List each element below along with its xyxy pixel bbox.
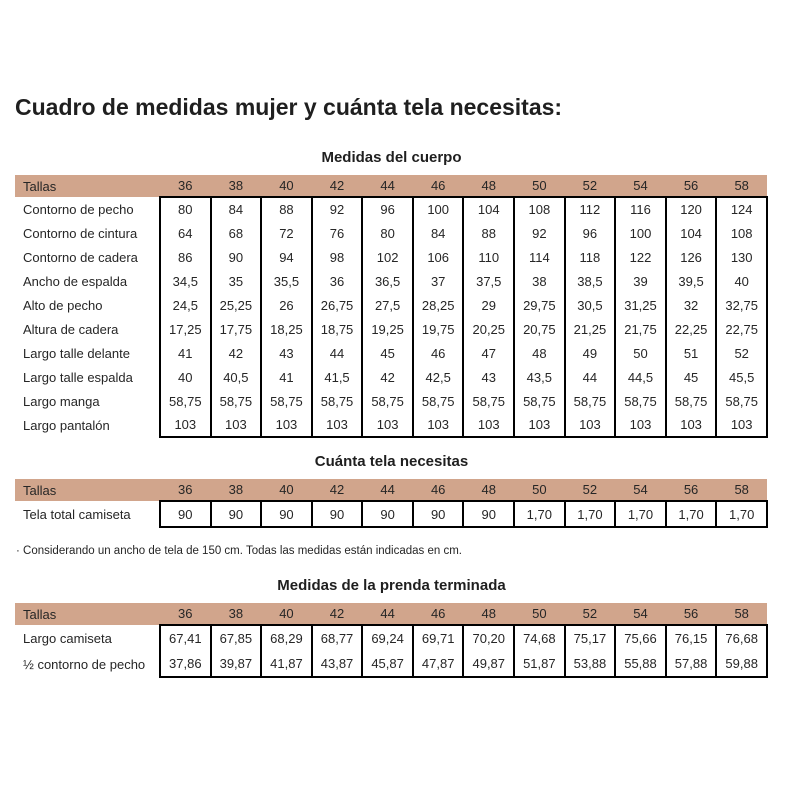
table-row xyxy=(15,341,767,365)
value-cell: 58,75 xyxy=(413,389,464,413)
value-cell: 58,75 xyxy=(615,389,666,413)
value-cell: 103 xyxy=(261,413,312,437)
value-cell: 58,75 xyxy=(565,389,616,413)
value-cell: 52 xyxy=(716,341,767,365)
size-header-cell: 56 xyxy=(666,603,717,625)
size-header-cell: 48 xyxy=(463,479,514,501)
value-cell: 76,15 xyxy=(666,625,717,651)
value-cell: 103 xyxy=(160,413,211,437)
row-label: Largo camiseta xyxy=(23,630,112,646)
value-cell: 75,17 xyxy=(565,625,616,651)
table-header-row xyxy=(15,175,767,197)
size-header-cell: 46 xyxy=(413,175,464,197)
value-cell: 100 xyxy=(413,197,464,221)
value-cell: 21,25 xyxy=(565,317,616,341)
value-cell: 32,75 xyxy=(716,293,767,317)
table-row xyxy=(15,389,767,413)
row-label: Altura de cadera xyxy=(23,321,119,337)
table-row xyxy=(15,501,767,527)
value-cell: 112 xyxy=(565,197,616,221)
value-cell: 19,25 xyxy=(362,317,413,341)
value-cell: 57,88 xyxy=(666,651,717,677)
value-cell: 110 xyxy=(463,245,514,269)
value-cell: 96 xyxy=(362,197,413,221)
value-cell: 38,5 xyxy=(565,269,616,293)
value-cell: 90 xyxy=(211,245,262,269)
value-cell: 24,5 xyxy=(160,293,211,317)
value-cell: 108 xyxy=(514,197,565,221)
size-header-cell: 42 xyxy=(312,603,363,625)
value-cell: 42,5 xyxy=(413,365,464,389)
value-cell: 46 xyxy=(413,341,464,365)
size-header-cell: 54 xyxy=(615,175,666,197)
size-header-cell: 54 xyxy=(615,479,666,501)
value-cell: 40,5 xyxy=(211,365,262,389)
value-cell: 18,75 xyxy=(312,317,363,341)
value-cell: 100 xyxy=(615,221,666,245)
value-cell: 72 xyxy=(261,221,312,245)
value-cell: 58,75 xyxy=(666,389,717,413)
value-cell: 37,5 xyxy=(463,269,514,293)
value-cell: 40 xyxy=(716,269,767,293)
value-cell: 75,66 xyxy=(615,625,666,651)
size-header-cell: 48 xyxy=(463,603,514,625)
size-header-cell: 42 xyxy=(312,479,363,501)
finished-garment-table xyxy=(15,603,768,678)
value-cell: 90 xyxy=(463,501,514,527)
size-header-cell: 56 xyxy=(666,479,717,501)
value-cell: 58,75 xyxy=(362,389,413,413)
table-row xyxy=(15,269,767,293)
size-header-cell: 38 xyxy=(211,175,262,197)
value-cell: 122 xyxy=(615,245,666,269)
table-row xyxy=(15,293,767,317)
size-header-cell: 52 xyxy=(565,603,616,625)
page-title: Cuadro de medidas mujer y cuánta tela necesitas: xyxy=(15,94,563,120)
value-cell: 90 xyxy=(211,501,262,527)
value-cell: 53,88 xyxy=(565,651,616,677)
value-cell: 20,75 xyxy=(514,317,565,341)
size-header-cell: 44 xyxy=(362,479,413,501)
value-cell: 126 xyxy=(666,245,717,269)
value-cell: 47,87 xyxy=(413,651,464,677)
value-cell: 39,87 xyxy=(211,651,262,677)
value-cell: 50 xyxy=(615,341,666,365)
row-label: Largo manga xyxy=(23,393,100,409)
value-cell: 84 xyxy=(413,221,464,245)
value-cell: 36,5 xyxy=(362,269,413,293)
value-cell: 45 xyxy=(362,341,413,365)
value-cell: 32 xyxy=(666,293,717,317)
value-cell: 31,25 xyxy=(615,293,666,317)
table-header-row xyxy=(15,479,767,501)
value-cell: 17,75 xyxy=(211,317,262,341)
size-header-cell: 58 xyxy=(716,603,767,625)
value-cell: 76,68 xyxy=(716,625,767,651)
value-cell: 42 xyxy=(211,341,262,365)
value-cell: 88 xyxy=(463,221,514,245)
value-cell: 37 xyxy=(413,269,464,293)
value-cell: 58,75 xyxy=(514,389,565,413)
value-cell: 90 xyxy=(160,501,211,527)
value-cell: 103 xyxy=(312,413,363,437)
size-header-cell: 54 xyxy=(615,603,666,625)
value-cell: 86 xyxy=(160,245,211,269)
value-cell: 47 xyxy=(463,341,514,365)
value-cell: 74,68 xyxy=(514,625,565,651)
value-cell: 34,5 xyxy=(160,269,211,293)
fabric-needed-table xyxy=(15,479,768,528)
value-cell: 41,5 xyxy=(312,365,363,389)
value-cell: 103 xyxy=(666,413,717,437)
value-cell: 44 xyxy=(312,341,363,365)
footnote: · Considerando un ancho de tela de 150 cm. Todas las medidas están indicadas en cm. xyxy=(16,545,463,558)
value-cell: 103 xyxy=(565,413,616,437)
value-cell: 43 xyxy=(261,341,312,365)
size-header-cell: 42 xyxy=(312,175,363,197)
value-cell: 51 xyxy=(666,341,717,365)
value-cell: 25,25 xyxy=(211,293,262,317)
value-cell: 37,86 xyxy=(160,651,211,677)
size-header-cell: 50 xyxy=(514,603,565,625)
row-label: Tela total camiseta xyxy=(23,506,131,522)
size-header-cell: 50 xyxy=(514,175,565,197)
value-cell: 28,25 xyxy=(413,293,464,317)
size-header-cell: 46 xyxy=(413,479,464,501)
value-cell: 98 xyxy=(312,245,363,269)
size-header-cell: 50 xyxy=(514,479,565,501)
value-cell: 90 xyxy=(413,501,464,527)
value-cell: 102 xyxy=(362,245,413,269)
size-header-cell: 38 xyxy=(211,603,262,625)
value-cell: 41 xyxy=(261,365,312,389)
value-cell: 118 xyxy=(565,245,616,269)
row-label: Largo pantalón xyxy=(23,417,110,433)
size-header-cell: 48 xyxy=(463,175,514,197)
value-cell: 22,75 xyxy=(716,317,767,341)
table-header-row xyxy=(15,603,767,625)
value-cell: 30,5 xyxy=(565,293,616,317)
value-cell: 49 xyxy=(565,341,616,365)
value-cell: 80 xyxy=(362,221,413,245)
value-cell: 68,77 xyxy=(312,625,363,651)
value-cell: 80 xyxy=(160,197,211,221)
value-cell: 94 xyxy=(261,245,312,269)
value-cell: 59,88 xyxy=(716,651,767,677)
value-cell: 90 xyxy=(362,501,413,527)
size-header-cell: 58 xyxy=(716,175,767,197)
value-cell: 69,71 xyxy=(413,625,464,651)
value-cell: 48 xyxy=(514,341,565,365)
value-cell: 58,75 xyxy=(211,389,262,413)
size-header-cell: 56 xyxy=(666,175,717,197)
value-cell: 58,75 xyxy=(312,389,363,413)
section-prenda-terminada xyxy=(0,577,800,678)
value-cell: 124 xyxy=(716,197,767,221)
row-label: Largo talle espalda xyxy=(23,369,133,385)
size-header-cell: 36 xyxy=(160,603,211,625)
value-cell: 39 xyxy=(615,269,666,293)
value-cell: 39,5 xyxy=(666,269,717,293)
value-cell: 43 xyxy=(463,365,514,389)
value-cell: 103 xyxy=(463,413,514,437)
value-cell: 103 xyxy=(211,413,262,437)
table-row xyxy=(15,245,767,269)
section-medidas-del-cuerpo xyxy=(0,149,800,438)
size-header-cell: 40 xyxy=(261,603,312,625)
table-title-medidas-del-cuerpo: Medidas del cuerpo xyxy=(321,149,462,167)
value-cell: 58,75 xyxy=(160,389,211,413)
value-cell: 43,5 xyxy=(514,365,565,389)
value-cell: 67,41 xyxy=(160,625,211,651)
row-label: Contorno de cadera xyxy=(23,249,138,265)
value-cell: 103 xyxy=(413,413,464,437)
table-row xyxy=(15,651,767,677)
value-cell: 114 xyxy=(514,245,565,269)
value-cell: 76 xyxy=(312,221,363,245)
value-cell: 68 xyxy=(211,221,262,245)
value-cell: 19,75 xyxy=(413,317,464,341)
value-cell: 58,75 xyxy=(261,389,312,413)
row-label: Contorno de cintura xyxy=(23,225,138,241)
value-cell: 108 xyxy=(716,221,767,245)
table-title-cuanta-tela: Cuánta tela necesitas xyxy=(314,453,469,471)
table-row xyxy=(15,317,767,341)
value-cell: 41,87 xyxy=(261,651,312,677)
row-label: Largo talle delante xyxy=(23,345,130,361)
value-cell: 35 xyxy=(211,269,262,293)
value-cell: 68,29 xyxy=(261,625,312,651)
value-cell: 64 xyxy=(160,221,211,245)
value-cell: 35,5 xyxy=(261,269,312,293)
size-header-cell: 52 xyxy=(565,479,616,501)
tallas-header-cell: Tallas xyxy=(15,175,160,197)
value-cell: 45,5 xyxy=(716,365,767,389)
size-header-cell: 40 xyxy=(261,479,312,501)
value-cell: 92 xyxy=(514,221,565,245)
value-cell: 40 xyxy=(160,365,211,389)
size-header-cell: 52 xyxy=(565,175,616,197)
row-label: Ancho de espalda xyxy=(23,273,128,289)
value-cell: 103 xyxy=(716,413,767,437)
value-cell: 29,75 xyxy=(514,293,565,317)
value-cell: 18,25 xyxy=(261,317,312,341)
value-cell: 120 xyxy=(666,197,717,221)
value-cell: 45 xyxy=(666,365,717,389)
size-header-cell: 36 xyxy=(160,479,211,501)
size-header-cell: 36 xyxy=(160,175,211,197)
size-header-cell: 40 xyxy=(261,175,312,197)
value-cell: 69,24 xyxy=(362,625,413,651)
value-cell: 21,75 xyxy=(615,317,666,341)
value-cell: 1,70 xyxy=(666,501,717,527)
value-cell: 22,25 xyxy=(666,317,717,341)
size-header-cell: 38 xyxy=(211,479,262,501)
row-label: ½ contorno de pecho xyxy=(23,656,146,672)
row-label: Alto de pecho xyxy=(23,297,103,313)
value-cell: 1,70 xyxy=(565,501,616,527)
table-row xyxy=(15,625,767,651)
value-cell: 42 xyxy=(362,365,413,389)
size-header-cell: 46 xyxy=(413,603,464,625)
table-title-prenda-terminada: Medidas de la prenda terminada xyxy=(277,577,506,595)
size-header-cell: 58 xyxy=(716,479,767,501)
value-cell: 88 xyxy=(261,197,312,221)
value-cell: 103 xyxy=(615,413,666,437)
tallas-header-cell: Tallas xyxy=(15,479,160,501)
value-cell: 96 xyxy=(565,221,616,245)
value-cell: 103 xyxy=(362,413,413,437)
table-row xyxy=(15,197,767,221)
value-cell: 67,85 xyxy=(211,625,262,651)
size-header-cell: 44 xyxy=(362,603,413,625)
value-cell: 27,5 xyxy=(362,293,413,317)
value-cell: 130 xyxy=(716,245,767,269)
value-cell: 26 xyxy=(261,293,312,317)
value-cell: 1,70 xyxy=(514,501,565,527)
value-cell: 36 xyxy=(312,269,363,293)
value-cell: 29 xyxy=(463,293,514,317)
value-cell: 106 xyxy=(413,245,464,269)
value-cell: 92 xyxy=(312,197,363,221)
value-cell: 44,5 xyxy=(615,365,666,389)
table-row xyxy=(15,365,767,389)
value-cell: 104 xyxy=(666,221,717,245)
value-cell: 17,25 xyxy=(160,317,211,341)
value-cell: 41 xyxy=(160,341,211,365)
value-cell: 1,70 xyxy=(615,501,666,527)
value-cell: 58,75 xyxy=(716,389,767,413)
body-measurements-table xyxy=(15,175,768,438)
value-cell: 49,87 xyxy=(463,651,514,677)
value-cell: 1,70 xyxy=(716,501,767,527)
value-cell: 104 xyxy=(463,197,514,221)
value-cell: 90 xyxy=(312,501,363,527)
row-label: Contorno de pecho xyxy=(23,201,134,217)
value-cell: 43,87 xyxy=(312,651,363,677)
value-cell: 58,75 xyxy=(463,389,514,413)
value-cell: 103 xyxy=(514,413,565,437)
table-row xyxy=(15,413,767,437)
value-cell: 26,75 xyxy=(312,293,363,317)
value-cell: 51,87 xyxy=(514,651,565,677)
value-cell: 55,88 xyxy=(615,651,666,677)
value-cell: 20,25 xyxy=(463,317,514,341)
table-row xyxy=(15,221,767,245)
value-cell: 70,20 xyxy=(463,625,514,651)
value-cell: 44 xyxy=(565,365,616,389)
value-cell: 90 xyxy=(261,501,312,527)
value-cell: 116 xyxy=(615,197,666,221)
section-cuanta-tela xyxy=(0,453,800,528)
value-cell: 45,87 xyxy=(362,651,413,677)
value-cell: 84 xyxy=(211,197,262,221)
value-cell: 38 xyxy=(514,269,565,293)
tallas-header-cell: Tallas xyxy=(15,603,160,625)
size-header-cell: 44 xyxy=(362,175,413,197)
